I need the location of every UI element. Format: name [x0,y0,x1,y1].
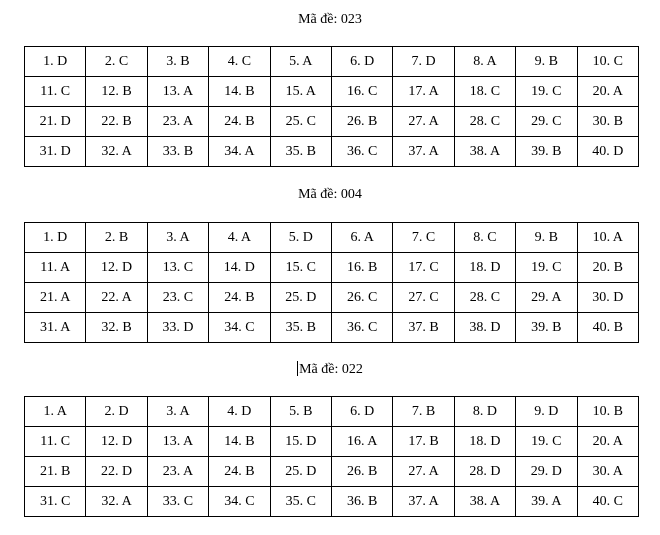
answer-cell: 38. A [454,487,515,517]
answer-table-023 [24,46,639,167]
exam-code-title-004: Mã đề: 004 [298,187,362,202]
answer-cell: 34. C [209,487,270,517]
answer-cell: 27. C [393,283,454,313]
answer-cell: 26. C [331,283,392,313]
answer-cell: 22. D [86,457,147,487]
answer-cell: 25. D [270,283,331,313]
answer-row [25,283,639,313]
answer-cell: 35. B [270,313,331,343]
answer-cell: 1. A [25,397,86,427]
answer-cell: 30. D [577,283,638,313]
answer-cell: 24. B [209,107,270,137]
answer-cell: 6. D [331,397,392,427]
answer-cell: 23. A [147,457,208,487]
answer-cell: 4. C [209,47,270,77]
answer-row [25,47,639,77]
answer-cell: 18. D [454,253,515,283]
answer-cell: 1. D [25,47,86,77]
answer-row [25,313,639,343]
answer-cell: 17. C [393,253,454,283]
answer-cell: 21. A [25,283,86,313]
answer-cell: 32. A [86,487,147,517]
answer-cell: 1. D [25,223,86,253]
answer-cell: 36. C [331,137,392,167]
answer-cell: 8. D [454,397,515,427]
answer-cell: 27. A [393,107,454,137]
answer-cell: 32. B [86,313,147,343]
answer-cell: 32. A [86,137,147,167]
exam-code-title-022: Mã đề: 022 [299,362,363,377]
answer-cell: 38. A [454,137,515,167]
answer-cell: 30. A [577,457,638,487]
answer-cell: 5. A [270,47,331,77]
answer-cell: 11. A [25,253,86,283]
answer-cell: 22. B [86,107,147,137]
answer-cell: 7. D [393,47,454,77]
answer-cell: 17. B [393,427,454,457]
answer-cell: 40. D [577,137,638,167]
answer-cell: 28. C [454,283,515,313]
answer-cell: 9. B [516,223,577,253]
answer-cell: 35. B [270,137,331,167]
answer-cell: 18. C [454,77,515,107]
answer-cell: 27. A [393,457,454,487]
answer-cell: 36. C [331,313,392,343]
answer-cell: 11. C [25,427,86,457]
answer-cell: 31. C [25,487,86,517]
answer-row [25,427,639,457]
answer-cell: 12. D [86,253,147,283]
answer-cell: 13. A [147,427,208,457]
answer-row [25,397,639,427]
answer-table-022 [24,396,639,517]
answer-cell: 33. D [147,313,208,343]
answer-cell: 19. C [516,253,577,283]
answer-cell: 13. C [147,253,208,283]
answer-cell: 2. D [86,397,147,427]
answer-cell: 36. B [331,487,392,517]
answer-cell: 28. D [454,457,515,487]
answer-cell: 37. A [393,487,454,517]
answer-cell: 34. C [209,313,270,343]
answer-cell: 6. D [331,47,392,77]
answer-cell: 26. B [331,107,392,137]
answer-cell: 6. A [331,223,392,253]
answer-cell: 23. C [147,283,208,313]
answer-cell: 21. B [25,457,86,487]
exam-code-title-022-wrapper [0,361,660,378]
answer-cell: 17. A [393,77,454,107]
answer-cell: 29. C [516,107,577,137]
answer-cell: 25. C [270,107,331,137]
answer-cell: 40. C [577,487,638,517]
answer-cell: 5. D [270,223,331,253]
answer-cell: 9. D [516,397,577,427]
answer-cell: 33. B [147,137,208,167]
answer-cell: 29. A [516,283,577,313]
answer-cell: 2. C [86,47,147,77]
answer-cell: 3. A [147,223,208,253]
answer-cell: 37. B [393,313,454,343]
answer-cell: 10. C [577,47,638,77]
answer-cell: 24. B [209,457,270,487]
answer-cell: 33. C [147,487,208,517]
answer-cell: 13. A [147,77,208,107]
answer-cell: 40. B [577,313,638,343]
exam-code-title-023: Mã đề: 023 [298,12,362,27]
answer-cell: 16. C [331,77,392,107]
answer-cell: 2. B [86,223,147,253]
answer-cell: 15. A [270,77,331,107]
answer-cell: 4. A [209,223,270,253]
answer-cell: 9. B [516,47,577,77]
answer-row [25,457,639,487]
answer-cell: 20. A [577,77,638,107]
answer-cell: 37. A [393,137,454,167]
answer-cell: 3. B [147,47,208,77]
answer-cell: 38. D [454,313,515,343]
answer-cell: 21. D [25,107,86,137]
answer-cell: 29. D [516,457,577,487]
answer-cell: 16. A [331,427,392,457]
answer-cell: 39. B [516,313,577,343]
answer-row [25,107,639,137]
answer-row [25,223,639,253]
answer-cell: 15. D [270,427,331,457]
answer-cell: 5. B [270,397,331,427]
answer-cell: 12. D [86,427,147,457]
answer-cell: 7. B [393,397,454,427]
answer-cell: 28. C [454,107,515,137]
answer-cell: 11. C [25,77,86,107]
answer-cell: 39. B [516,137,577,167]
answer-cell: 30. B [577,107,638,137]
answer-cell: 31. D [25,137,86,167]
answer-cell: 4. D [209,397,270,427]
answer-cell: 20. A [577,427,638,457]
answer-cell: 10. B [577,397,638,427]
answer-cell: 3. A [147,397,208,427]
answer-cell: 31. A [25,313,86,343]
answer-cell: 10. A [577,223,638,253]
answer-cell: 25. D [270,457,331,487]
answer-cell: 22. A [86,283,147,313]
answer-row [25,253,639,283]
answer-cell: 26. B [331,457,392,487]
answer-cell: 23. A [147,107,208,137]
answer-cell: 12. B [86,77,147,107]
answer-row [25,487,639,517]
answer-cell: 35. C [270,487,331,517]
answer-cell: 34. A [209,137,270,167]
answer-cell: 14. B [209,77,270,107]
answer-cell: 8. A [454,47,515,77]
answer-row [25,77,639,107]
answer-cell: 15. C [270,253,331,283]
answer-cell: 14. D [209,253,270,283]
answer-cell: 8. C [454,223,515,253]
answer-cell: 14. B [209,427,270,457]
answer-cell: 19. C [516,77,577,107]
answer-cell: 24. B [209,283,270,313]
answer-table-004 [24,222,639,343]
answer-cell: 7. C [393,223,454,253]
answer-cell: 20. B [577,253,638,283]
answer-cell: 39. A [516,487,577,517]
answer-row [25,137,639,167]
text-cursor-icon [297,361,298,376]
answer-cell: 16. B [331,253,392,283]
answer-cell: 18. D [454,427,515,457]
answer-cell: 19. C [516,427,577,457]
